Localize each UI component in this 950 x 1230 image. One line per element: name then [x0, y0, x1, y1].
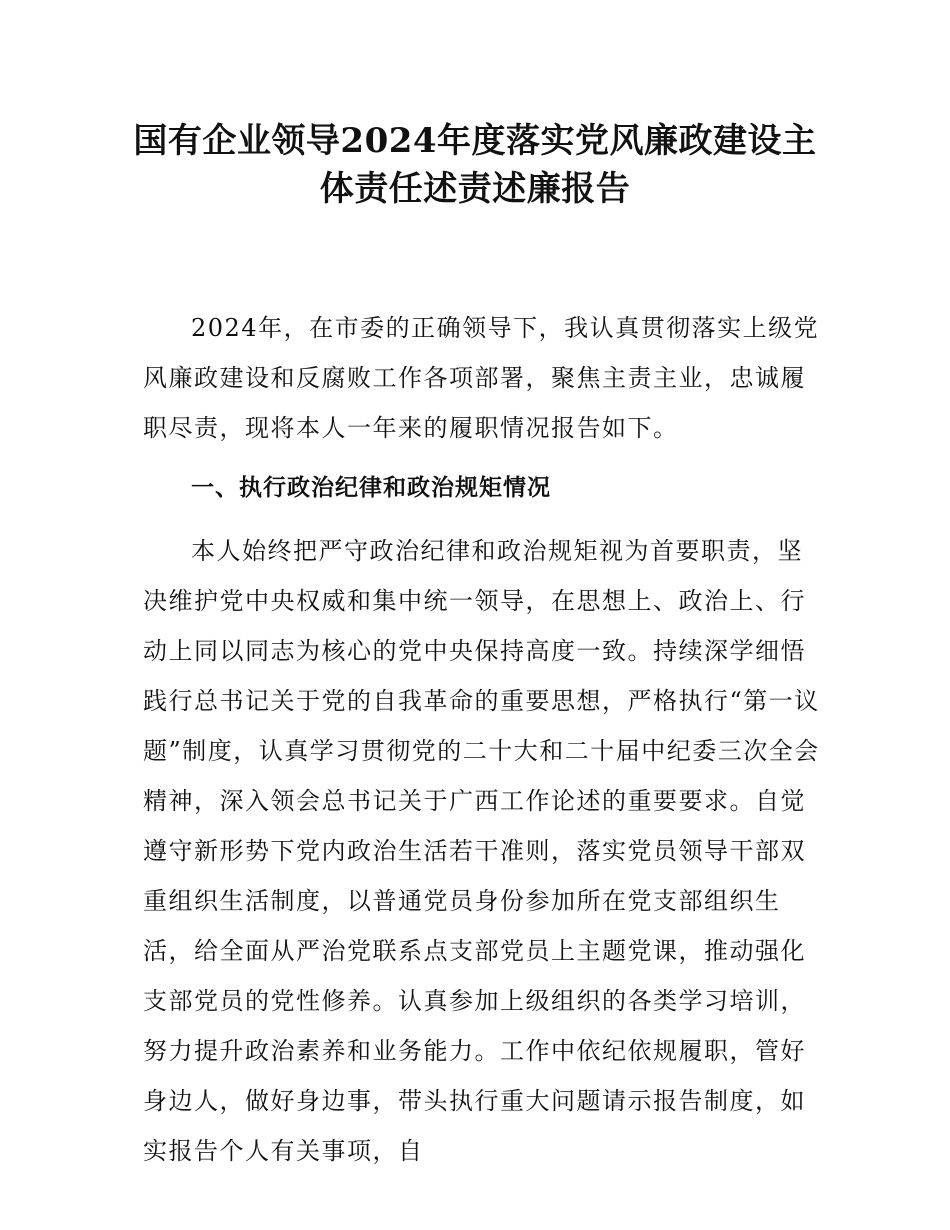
section-heading-1: 一、执行政治纪律和政治规矩情况	[191, 475, 551, 501]
section-1-paragraph: 本人始终把严守政治纪律和政治规矩视为首要职责，坚决维护党中央权威和集中统一领导，在思想上、政治上、行动上同以同志为核心的党中央保持高度一致。持续深学细悟践行总书记关于党的自我革命的重要思想，严格执行“第一议题”制度，认真学习贯彻党的二十大和二十届中纪委三次全会精神，深入领会总书记关于广西工作论述的重要要求。自觉遵守新形势下党内政治生活若干准则，落实党员领导干部双重组织生活制度，以普通党员身份参加所在党支部组织生活，给全面从严治党联系点支部党员上主题党课，推动强化支部党员的党性修养。认真参加上级组织的各类学习培训，努力提升政治素养和业务能力。工作中依纪依规履职，管好身边人，做好身边事，带头执行重大问题请示报告制度，如实报告个人有关事项，自	[143, 537, 820, 1165]
document-title-line-2: 体责任述责述廉报告	[319, 169, 631, 209]
document-title-line-1: 国有企业领导2024年度落实党风廉政建设主	[133, 121, 817, 161]
intro-paragraph: 2024年，在市委的正确领导下，我认真贯彻落实上级党风廉政建设和反腐败工作各项部署，聚焦主责主业，忠诚履职尽责，现将本人一年来的履职情况报告如下。	[143, 314, 820, 442]
